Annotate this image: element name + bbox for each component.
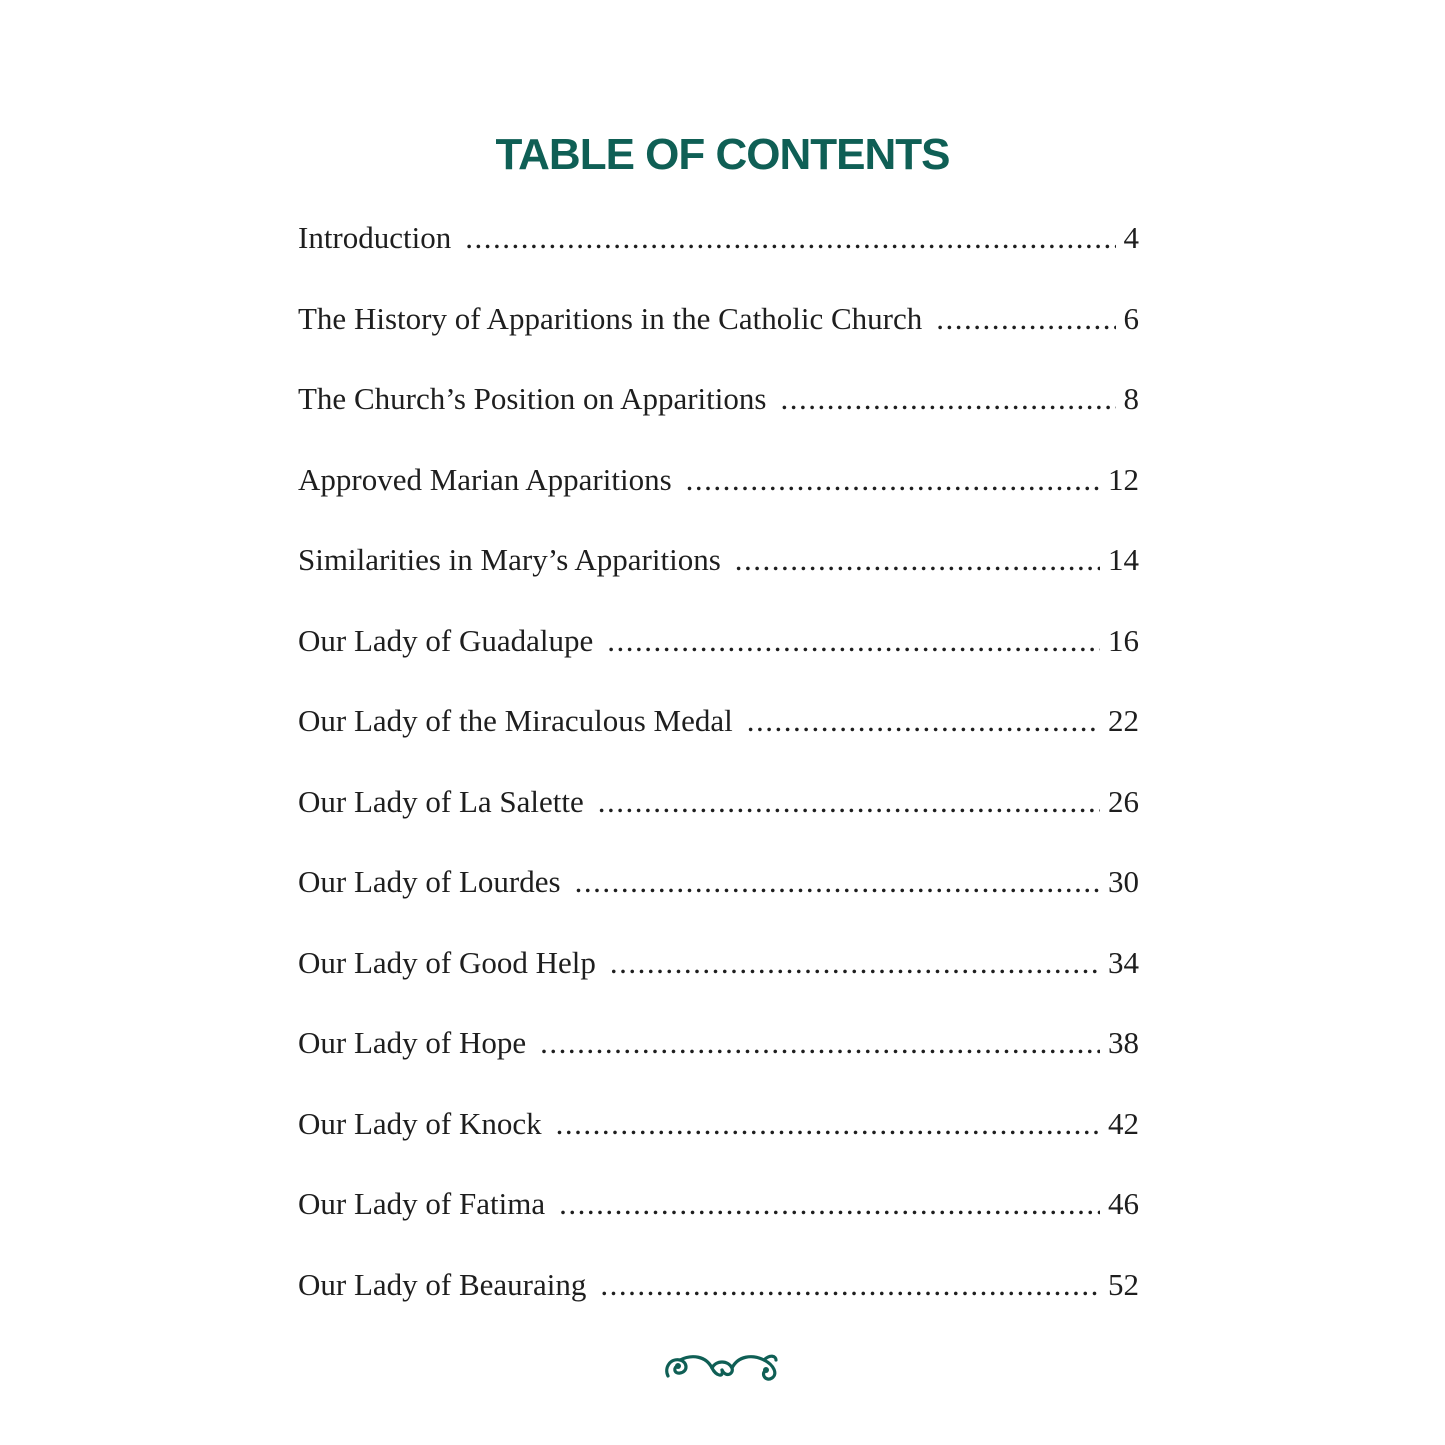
toc-entry-page: 6: [1123, 300, 1139, 336]
dot-leader: [686, 454, 1100, 506]
toc-entry-title: Our Lady of Knock: [298, 1105, 542, 1141]
dot-leader: [735, 534, 1100, 586]
toc-entry-page: 22: [1108, 703, 1139, 738]
toc-entry-title: The History of Apparitions in the Catholic Church: [298, 300, 923, 336]
toc-entry-page: 38: [1108, 1025, 1139, 1060]
toc-entry: [298, 454, 1139, 535]
toc-entry-title: The Church’s Position on Apparitions: [298, 381, 767, 416]
toc-entry: [298, 937, 1139, 1018]
page-title: TABLE OF CONTENTS: [495, 130, 950, 180]
toc-entry: [298, 776, 1139, 857]
toc-entry: [298, 1098, 1139, 1179]
toc-entry: [298, 695, 1139, 776]
toc-entry-title: Similarities in Mary’s Apparitions: [298, 542, 721, 577]
toc-entry: [298, 615, 1139, 696]
toc-entry-page: 12: [1108, 461, 1139, 497]
toc-entry-title: Our Lady of Good Help: [298, 944, 596, 980]
toc-entry: [298, 1178, 1139, 1259]
toc-entry-page: 34: [1108, 944, 1139, 980]
toc-entry-title: Our Lady of Lourdes: [298, 864, 561, 899]
toc-entry-page: 46: [1108, 1186, 1139, 1221]
toc-entry: [298, 373, 1139, 454]
dot-leader: [610, 937, 1100, 989]
toc-entry: [298, 1017, 1139, 1098]
toc-entry-title: Approved Marian Apparitions: [298, 461, 672, 497]
dot-leader: [540, 1017, 1100, 1069]
dot-leader: [607, 615, 1100, 667]
toc-entry: [298, 212, 1139, 293]
toc-entry: [298, 856, 1139, 937]
toc-entry-page: 4: [1123, 220, 1139, 255]
toc-entry-page: 30: [1108, 864, 1139, 899]
dot-leader: [780, 373, 1115, 425]
toc-entry-page: 8: [1123, 381, 1139, 416]
dot-leader: [559, 1178, 1100, 1230]
toc-entry-page: 52: [1108, 1266, 1139, 1302]
toc-entry-title: Introduction: [298, 220, 452, 255]
toc-entry-page: 16: [1108, 622, 1139, 658]
dot-leader: [465, 212, 1115, 264]
toc-entry-page: 26: [1108, 783, 1139, 819]
toc-entry-page: 42: [1108, 1105, 1139, 1141]
toc-entry-title: Our Lady of La Salette: [298, 783, 584, 819]
toc-entry-title: Our Lady of Guadalupe: [298, 622, 594, 658]
toc-list: [298, 212, 1139, 1339]
dot-leader: [936, 293, 1115, 345]
toc-entry: [298, 1259, 1139, 1340]
toc-entry-page: 14: [1108, 542, 1139, 577]
scroll-flourish-icon: [662, 1348, 782, 1388]
dot-leader: [747, 695, 1100, 747]
dot-leader: [600, 1259, 1100, 1311]
toc-entry: [298, 293, 1139, 374]
toc-entry-title: Our Lady of Hope: [298, 1025, 527, 1060]
dot-leader: [598, 776, 1100, 828]
toc-entry: [298, 534, 1139, 615]
toc-entry-title: Our Lady of Fatima: [298, 1186, 546, 1221]
dot-leader: [575, 856, 1100, 908]
toc-entry-title: Our Lady of Beauraing: [298, 1266, 587, 1302]
toc-entry-title: Our Lady of the Miraculous Medal: [298, 703, 733, 738]
dot-leader: [556, 1098, 1100, 1150]
